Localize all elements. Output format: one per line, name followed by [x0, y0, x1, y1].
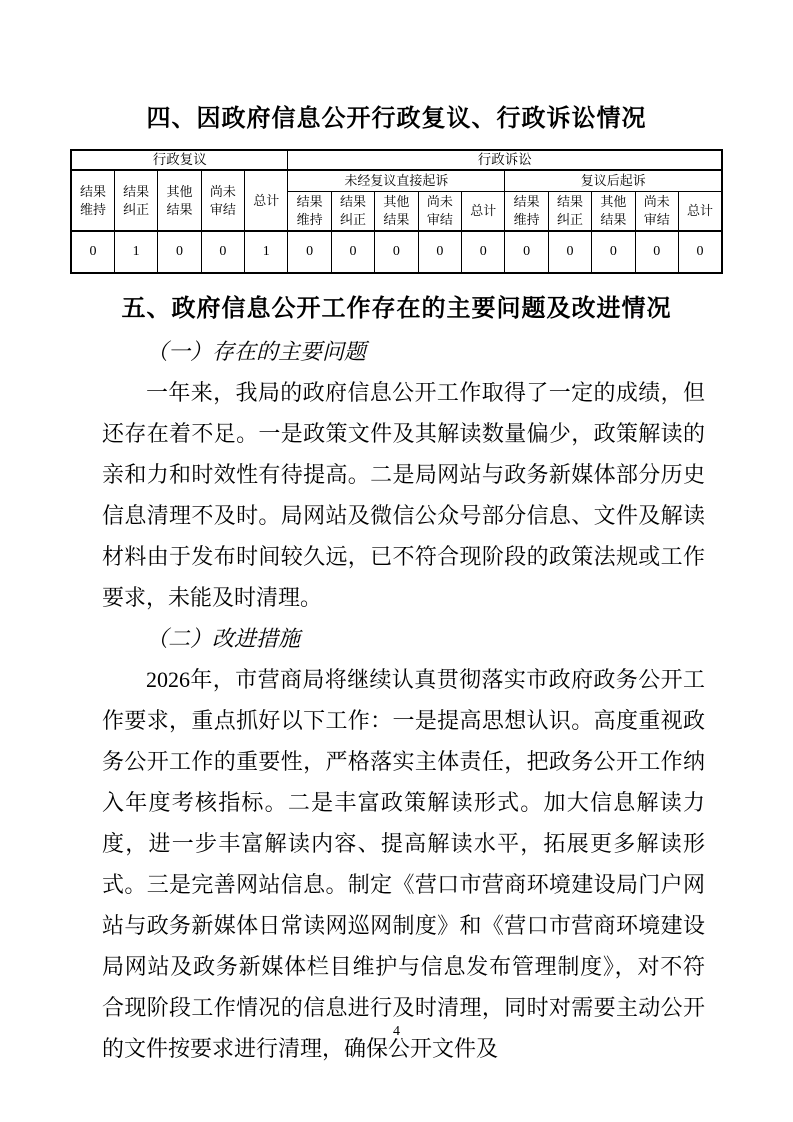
- col-header-cell: 结果 纠正: [548, 191, 591, 231]
- admin-review-litigation-table: [70, 149, 723, 274]
- section4-title: 四、因政府信息公开行政复议、行政诉讼情况: [146, 105, 647, 132]
- subgroup-header-suit-after-review: 复议后起诉: [505, 170, 722, 191]
- col-header-line1: 总计: [253, 192, 280, 208]
- col-header-cell: 尚未 审结: [418, 191, 461, 231]
- col-header-cell: [114, 170, 157, 231]
- group-header-reconsideration: 行政复议: [71, 150, 288, 170]
- col-header-cell: 总计: [678, 191, 722, 231]
- col-header-line2: 纠正: [123, 201, 150, 217]
- subsection2-heading: （二）改进措施: [146, 626, 301, 651]
- table-group-header-row: [71, 150, 722, 170]
- value-cell: 1: [245, 231, 288, 273]
- table-subgroup-header-row: [71, 170, 722, 191]
- col-header-cell: [201, 170, 244, 231]
- col-header-cell: 其他 结果: [375, 191, 418, 231]
- value-cell: 0: [592, 231, 635, 273]
- value-cell: 0: [635, 231, 678, 273]
- col-header-cell: 尚未 审结: [635, 191, 678, 231]
- value-cell: 0: [71, 231, 114, 273]
- col-header-line1: 尚未: [209, 183, 236, 199]
- page-number: 4: [393, 1024, 400, 1039]
- col-header-cell: [158, 170, 201, 231]
- col-header-line2: 审结: [209, 201, 236, 217]
- table-value-row: [71, 231, 722, 273]
- subgroup-header-direct-suit: 未经复议直接起诉: [288, 170, 505, 191]
- subsection2-paragraph: 2026年，市营商局将继续认真贯彻落实市政府政务公开工作要求，重点抓好以下工作：一是提高思想认识。高度重视政务公开工作的重要性，严格落实主体责任，把政务公开工作纳入年度考核指标。二是丰富政策解读形式。加大信息解读力度，进一步丰富解读内容、提高解读水平，拓展更多解读形式。三是完善网站信息。制定《营口市营商环境建设局门户网站与政务新媒体日常读网巡网制度》和《营口市营商环境建设局网站及政务新媒体栏目维护与信息发布管理制度》，对不符合现阶段工作情况的信息进行及时清理，同时对需要主动公开的文件按要求进行清理，确保公开文件及: [102, 667, 705, 1061]
- col-header-cell: [71, 170, 114, 231]
- value-cell: 0: [505, 231, 548, 273]
- value-cell: 0: [201, 231, 244, 273]
- value-cell: 0: [288, 231, 331, 273]
- col-header-line1: 结果: [123, 183, 150, 199]
- value-cell: 0: [375, 231, 418, 273]
- col-header-line1: 其他: [166, 183, 193, 199]
- col-header-cell: 总计: [462, 191, 505, 231]
- col-header-line2: 结果: [166, 201, 193, 217]
- value-cell: 0: [548, 231, 591, 273]
- value-cell: 0: [462, 231, 505, 273]
- value-cell: 0: [158, 231, 201, 273]
- value-cell: 0: [331, 231, 374, 273]
- col-header-cell: [245, 170, 288, 231]
- col-header-line1: 结果: [79, 183, 106, 199]
- value-cell: 1: [114, 231, 157, 273]
- group-header-litigation: 行政诉讼: [288, 150, 722, 170]
- body-text-column: [102, 331, 705, 1069]
- col-header-cell: 结果 维持: [288, 191, 331, 231]
- col-header-cell: 其他 结果: [592, 191, 635, 231]
- section5-title: 五、政府信息公开工作存在的主要问题及改进情况: [121, 295, 672, 322]
- subsection1-heading: （一）存在的主要问题: [146, 339, 367, 364]
- value-cell: 0: [418, 231, 461, 273]
- col-header-cell: 结果 纠正: [331, 191, 374, 231]
- value-cell: 0: [678, 231, 722, 273]
- col-header-line2: 维持: [79, 201, 106, 217]
- col-header-cell: 结果 维持: [505, 191, 548, 231]
- subsection1-paragraph: 一年来，我局的政府信息公开工作取得了一定的成绩，但还存在着不足。一是政策文件及其解读数量偏少，政策解读的亲和力和时效性有待提高。二是局网站与政务新媒体部分历史信息清理不及时。局网站及微信公众号部分信息、文件及解读材料由于发布时间较久远，已不符合现阶段的政策法规或工作要求，未能及时清理。: [102, 380, 705, 610]
